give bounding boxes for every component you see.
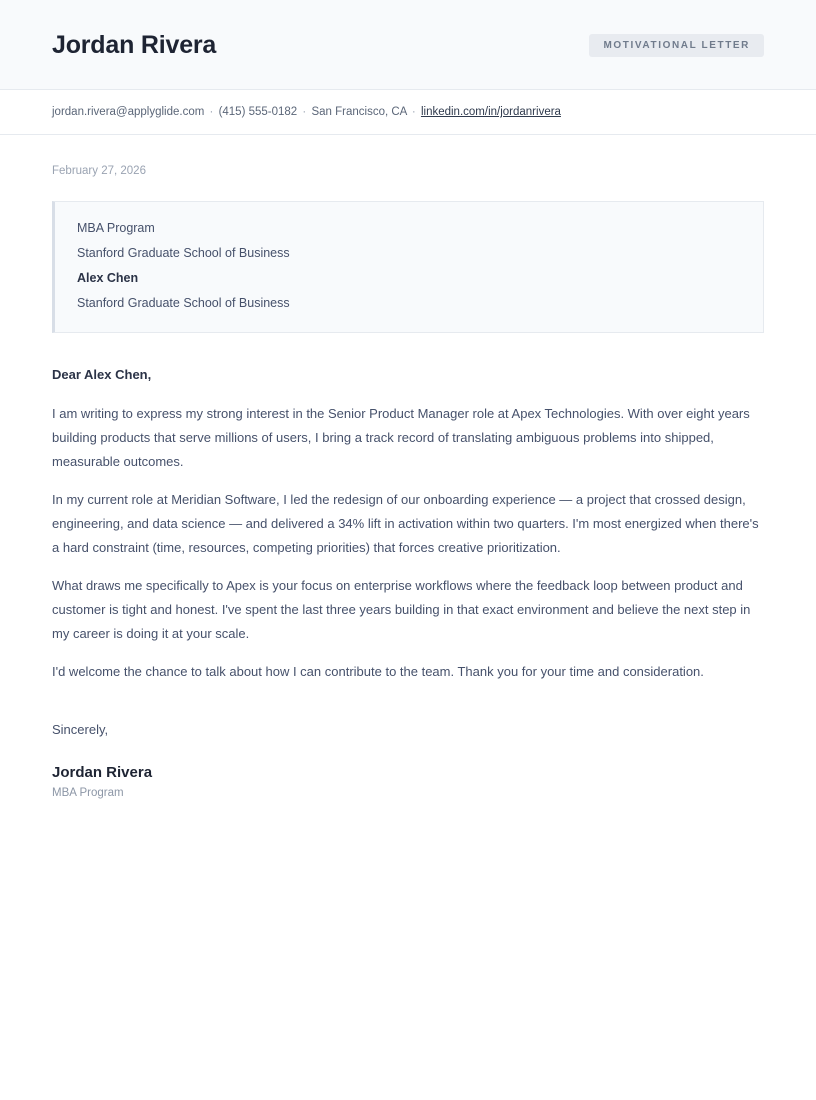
letter-signoff: Sincerely, <box>52 722 109 738</box>
letter-date: February 27, 2026 <box>52 165 146 178</box>
recipient-institution: Stanford Graduate School of Business <box>77 245 290 260</box>
signature-role: MBA Program <box>52 786 124 799</box>
status-badge: MOTIVATIONAL LETTER <box>589 34 764 57</box>
contact-separator-2: · <box>302 106 307 118</box>
letter-paragraph-2: In my current role at Meridian Software, I led the redesign of our onboarding experience — a project that crossed design, engineering, and data science — and delivered a 34% lift in activation within two quarters. I'm most energized when there's a hard constraint (time, resources, competing priorities) that forces creative prioritization. <box>52 491 759 555</box>
signature-name: Jordan Rivera <box>52 764 153 782</box>
letter-body <box>0 135 816 840</box>
contact-bar <box>0 90 816 135</box>
recipient-block <box>52 201 764 333</box>
letter-salutation: Dear Alex Chen, <box>52 366 152 382</box>
recipient-contact-institution: Stanford Graduate School of Business <box>77 295 290 310</box>
contact-location: San Francisco, CA <box>311 106 407 118</box>
contact-separator-3: · <box>411 106 416 118</box>
contact-website-link[interactable]: linkedin.com/in/jordanrivera <box>420 106 561 118</box>
contact-email: jordan.rivera@applyglide.com <box>52 106 205 118</box>
contact-separator-1: · <box>209 106 214 118</box>
recipient-program: MBA Program <box>77 221 155 236</box>
letter-paragraph-3: What draws me specifically to Apex is your focus on enterprise workflows where the feedback loop between product and customer is tight and honest. I've spent the last three years building in that exact environment and believe the next step in my career is doing it at your scale. <box>52 577 751 641</box>
signature-block <box>52 763 764 800</box>
recipient-contact-name: Alex Chen <box>77 270 139 285</box>
document-header <box>0 0 816 90</box>
page-title: Jordan Rivera <box>52 30 217 59</box>
letter-paragraph-1: I am writing to express my strong interest in the Senior Product Manager role at Apex Technologies. With over eight years building products that serve millions of users, I bring a track record of translating ambiguous problems into shipped, measurable outcomes. <box>52 405 750 469</box>
letter-paragraph-4: I'd welcome the chance to talk about how I can contribute to the team. Thank you for your time and consideration. <box>52 664 704 680</box>
contact-phone: (415) 555-0182 <box>218 106 298 118</box>
